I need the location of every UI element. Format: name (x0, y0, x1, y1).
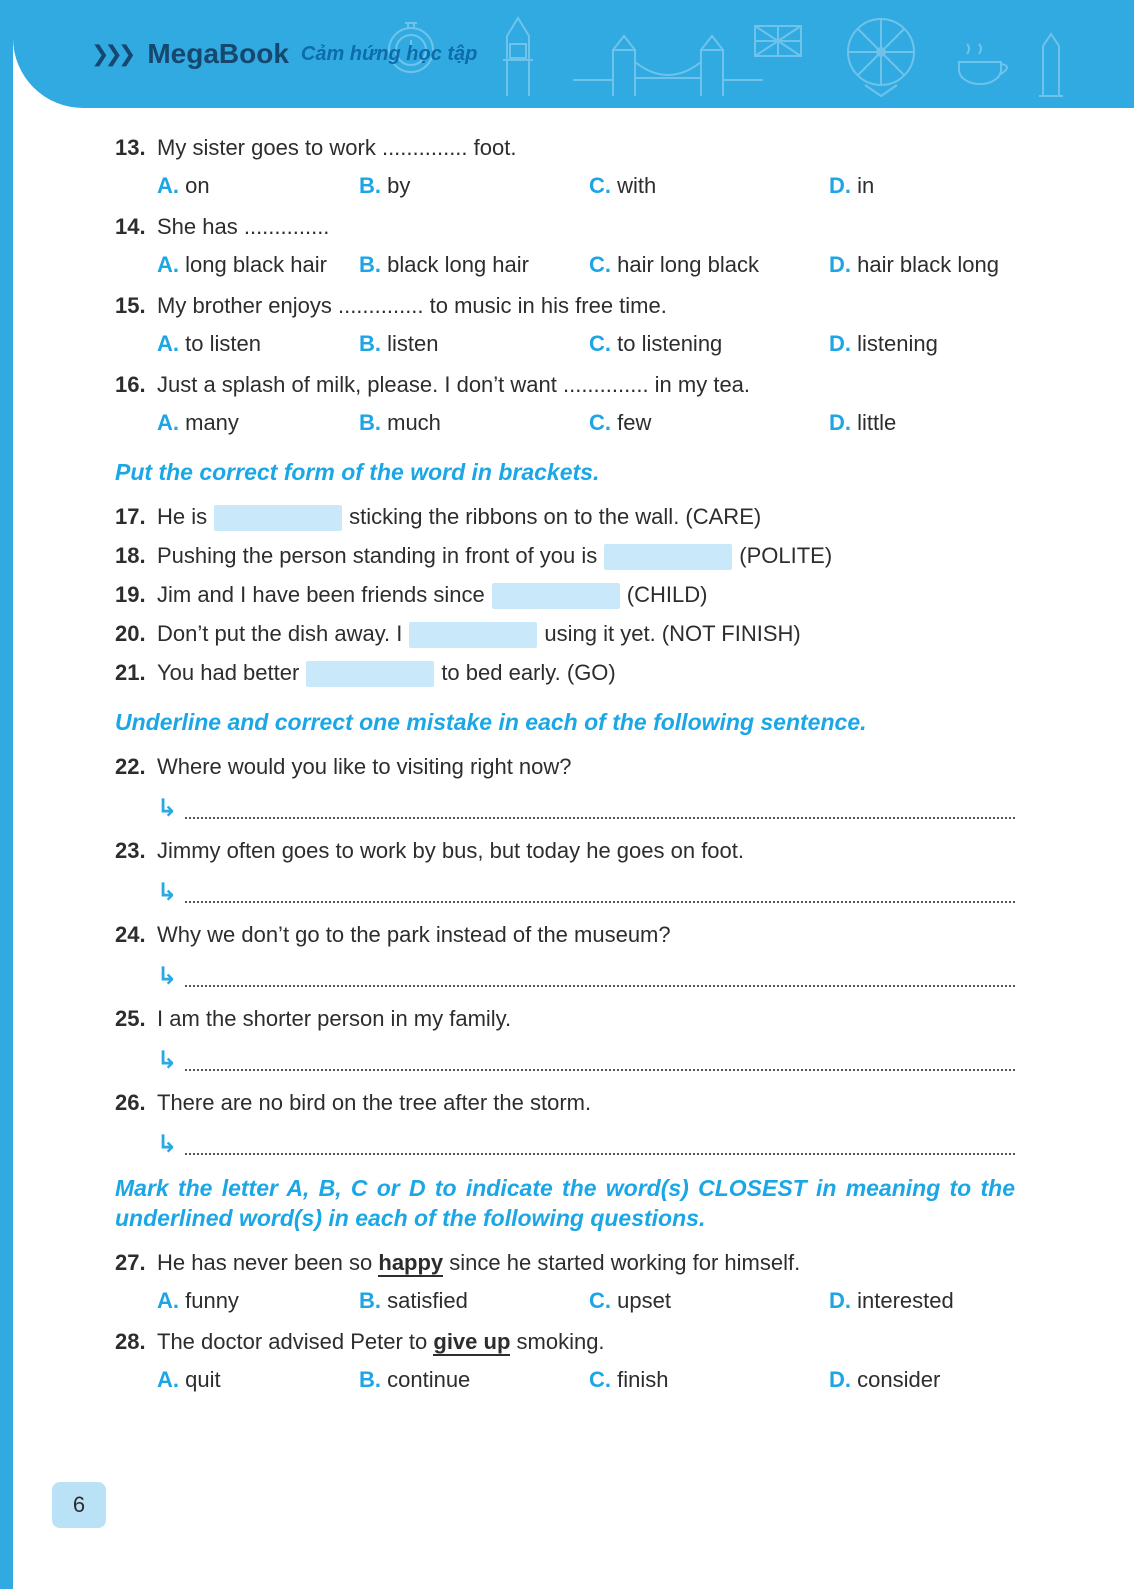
question-28 (115, 1326, 1015, 1396)
question-text: She has .............. (157, 214, 330, 239)
question-text: Jim and I have been friends since (CHILD) (157, 582, 707, 607)
option-B: B. listen (359, 331, 439, 356)
question-number: 28. (115, 1329, 146, 1354)
page-number-badge (52, 1482, 106, 1528)
question-text: He is sticking the ribbons on to the wall. (CARE) (157, 504, 761, 529)
option-letter: A. (157, 410, 179, 435)
option-D: D. interested (829, 1288, 954, 1313)
option-letter: B. (359, 173, 381, 198)
question-sentence (115, 657, 1015, 689)
section-heading: Underline and correct one mistake in each of the following sentence. (115, 709, 867, 735)
teacup-icon (959, 62, 1001, 84)
options-row (157, 1285, 1015, 1317)
option-letter: C. (589, 410, 611, 435)
question-number: 17. (115, 504, 146, 529)
question-sentence (115, 290, 1015, 322)
option-letter: D. (829, 1367, 851, 1392)
question-number: 13. (115, 135, 146, 160)
answer-blank (604, 544, 732, 570)
question-19 (115, 579, 1015, 611)
question-number: 22. (115, 754, 146, 779)
dotted-answer-rule (185, 963, 1015, 987)
option-C: C. few (589, 410, 652, 435)
header-band (13, 0, 1134, 108)
options-row (157, 170, 1015, 202)
option-D: D. little (829, 410, 897, 435)
brand-chevrons-icon: ❯❯❯ (91, 41, 132, 66)
question-14 (115, 211, 1015, 281)
option-letter: C. (589, 1288, 611, 1313)
option-letter: B. (359, 1367, 381, 1392)
question-sentence (115, 1087, 1015, 1119)
option-C: C. hair long black (589, 252, 759, 277)
dotted-answer-rule (185, 879, 1015, 903)
option-letter: A. (157, 1367, 179, 1392)
option-B: B. satisfied (359, 1288, 468, 1313)
question-25 (115, 1003, 1015, 1074)
question-sentence (115, 1326, 1015, 1358)
question-24 (115, 919, 1015, 990)
question-sentence (115, 919, 1015, 951)
question-number: 27. (115, 1250, 146, 1275)
tower-icon (1039, 34, 1063, 96)
option-D: D. in (829, 173, 875, 198)
option-letter: A. (157, 1288, 179, 1313)
options-row (157, 328, 1015, 360)
question-number: 18. (115, 543, 146, 568)
question-text: There are no bird on the tree after the storm. (157, 1090, 592, 1115)
option-B: B. much (359, 410, 441, 435)
question-number: 16. (115, 372, 146, 397)
answer-blank (492, 583, 620, 609)
uk-flag-icon (755, 26, 801, 56)
option-letter: D. (829, 1288, 851, 1313)
question-number: 25. (115, 1006, 146, 1031)
brand-tagline: Cảm hứng học tập (300, 42, 478, 65)
answer-arrow-icon: ↳ (157, 879, 178, 906)
option-letter: D. (829, 173, 851, 198)
answer-line (157, 1041, 1015, 1074)
question-text: Just a splash of milk, please. I don’t want .............. in my tea. (157, 372, 751, 397)
option-D: D. hair black long (829, 252, 999, 277)
dotted-answer-rule (185, 795, 1015, 819)
question-text: My sister goes to work .............. foot. (157, 135, 517, 160)
option-letter: B. (359, 252, 381, 277)
option-letter: D. (829, 331, 851, 356)
question-number: 26. (115, 1090, 146, 1115)
option-A: A. to listen (157, 331, 261, 356)
london-eye-icon (848, 19, 914, 85)
question-sentence (115, 501, 1015, 533)
answer-line (157, 789, 1015, 822)
answer-arrow-icon: ↳ (157, 1047, 178, 1074)
question-15 (115, 290, 1015, 360)
option-C: C. with (589, 173, 657, 198)
question-number: 14. (115, 214, 146, 239)
option-letter: A. (157, 252, 179, 277)
question-text: Pushing the person standing in front of you is (POLITE) (157, 543, 832, 568)
answer-arrow-icon: ↳ (157, 795, 178, 822)
option-C: C. to listening (589, 331, 723, 356)
question-text: I am the shorter person in my family. (157, 1006, 512, 1031)
option-A: A. many (157, 410, 239, 435)
options-row (157, 407, 1015, 439)
question-number: 21. (115, 660, 146, 685)
option-letter: B. (359, 1288, 381, 1313)
question-number: 19. (115, 582, 146, 607)
tower-bridge-icon (613, 36, 635, 96)
option-A: A. long black hair (157, 252, 327, 277)
question-27 (115, 1247, 1015, 1317)
question-text: Where would you like to visiting right now? (157, 754, 572, 779)
question-number: 24. (115, 922, 146, 947)
option-D: D. consider (829, 1367, 941, 1392)
answer-arrow-icon: ↳ (157, 1131, 178, 1158)
option-A: A. funny (157, 1288, 239, 1313)
option-B: B. continue (359, 1367, 471, 1392)
brand (91, 0, 477, 108)
question-number: 23. (115, 838, 146, 863)
answer-line (157, 873, 1015, 906)
question-sentence (115, 132, 1015, 164)
question-16 (115, 369, 1015, 439)
options-row (157, 249, 1015, 281)
question-number: 20. (115, 621, 146, 646)
question-sentence (115, 369, 1015, 401)
answer-arrow-icon: ↳ (157, 963, 178, 990)
question-sentence (115, 1003, 1015, 1035)
question-text: The doctor advised Peter to give up smoking. (157, 1329, 605, 1354)
option-letter: C. (589, 331, 611, 356)
question-sentence (115, 540, 1015, 572)
option-letter: A. (157, 331, 179, 356)
option-letter: D. (829, 410, 851, 435)
question-sentence (115, 579, 1015, 611)
dotted-answer-rule (185, 1047, 1015, 1071)
question-21 (115, 657, 1015, 689)
option-letter: C. (589, 173, 611, 198)
left-edge-strip (0, 0, 13, 1589)
options-row (157, 1364, 1015, 1396)
option-letter: B. (359, 331, 381, 356)
section-heading: Mark the letter A, B, C or D to indicate the word(s) CLOSEST in meaning to the underlined word(s) in each of the following questions. (115, 1175, 1015, 1231)
question-sentence (115, 618, 1015, 650)
answer-blank (306, 661, 434, 687)
answer-line (157, 957, 1015, 990)
question-20 (115, 618, 1015, 650)
option-D: D. listening (829, 331, 938, 356)
option-letter: B. (359, 410, 381, 435)
question-sentence (115, 751, 1015, 783)
option-A: A. quit (157, 1367, 221, 1392)
question-13 (115, 132, 1015, 202)
option-letter: C. (589, 252, 611, 277)
question-text: Don’t put the dish away. I using it yet. (NOT FINISH) (157, 621, 801, 646)
answer-line (157, 1125, 1015, 1158)
dotted-answer-rule (185, 1131, 1015, 1155)
page-number: 6 (72, 1492, 86, 1517)
question-text: Jimmy often goes to work by bus, but today he goes on foot. (157, 838, 744, 863)
question-26 (115, 1087, 1015, 1158)
question-text: My brother enjoys .............. to music in his free time. (157, 293, 667, 318)
option-letter: C. (589, 1367, 611, 1392)
question-text: He has never been so happy since he started working for himself. (157, 1250, 801, 1275)
option-B: B. by (359, 173, 411, 198)
question-sentence (115, 1247, 1015, 1279)
question-sentence (115, 835, 1015, 867)
option-C: C. upset (589, 1288, 671, 1313)
worksheet-content (115, 132, 1015, 1405)
big-ben-icon (507, 18, 529, 96)
option-C: C. finish (589, 1367, 669, 1392)
question-number: 15. (115, 293, 146, 318)
option-A: A. on (157, 173, 210, 198)
question-text: Why we don’t go to the park instead of the museum? (157, 922, 671, 947)
question-sentence (115, 211, 1015, 243)
underlined-word: happy (378, 1250, 444, 1275)
question-18 (115, 540, 1015, 572)
question-17 (115, 501, 1015, 533)
question-22 (115, 751, 1015, 822)
brand-logo-text: MegaBook (147, 38, 289, 69)
answer-blank (214, 505, 342, 531)
option-letter: A. (157, 173, 179, 198)
option-B: B. black long hair (359, 252, 529, 277)
section-heading: Put the correct form of the word in brackets. (115, 459, 600, 485)
question-text: You had better to bed early. (GO) (157, 660, 616, 685)
underlined-word: give up (433, 1329, 511, 1354)
option-letter: D. (829, 252, 851, 277)
question-23 (115, 835, 1015, 906)
answer-blank (409, 622, 537, 648)
